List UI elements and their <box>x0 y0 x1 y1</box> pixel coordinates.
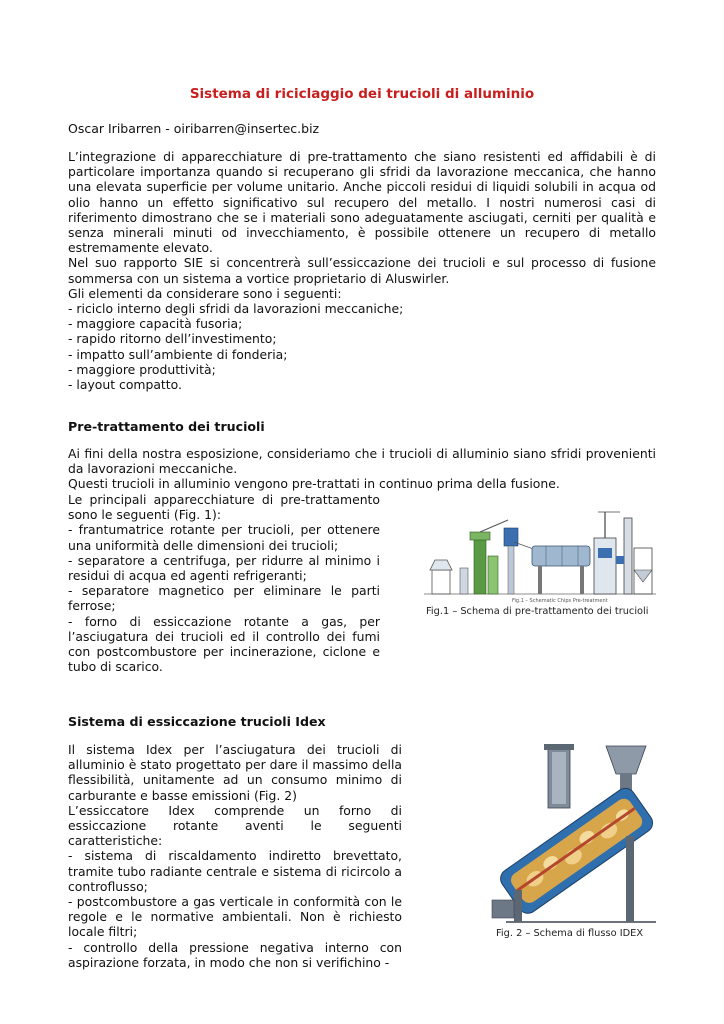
list-item: - impatto sull’ambiente di fonderia; <box>68 346 288 362</box>
pretreatment-list <box>68 522 380 674</box>
pretreatment-schematic-figure <box>420 498 660 606</box>
idex-dryer-figure <box>486 740 664 930</box>
list-item: - separatore magnetico per eliminare le parti ferrose; <box>68 583 380 614</box>
list-item: - frantumatrice rotante per trucioli, per ottenere una uniformità delle dimensioni dei trucioli; <box>68 522 380 553</box>
idex-paragraph-1: Il sistema Idex per l’asciugatura dei trucioli di alluminio è stato progettato per dare il massimo della flessibilità, unitamente ad un consumo minimo di carburante e basse emissioni (Fig. 2) <box>68 742 402 803</box>
intro-paragraph-1: L’integrazione di apparecchiature di pre-trattamento che siano resistenti ed affidabili è di particolare importanza quando si recuperano gli sfridi da lavorazione meccanica, che hanno una elevata superficie per volume unitario. Anche piccoli residui di liquidi solubili in acqua od olio hanno un effetto significativo sul recupero del metallo. I nostri numerosi casi di riferimento dimostrano che se i materiali sono adeguatamente asciugati, cerniti per qualità e senza minerali minuti od invecchiamento, è possibile ottenere un recupero di metallo estremamente elevato. <box>68 149 656 256</box>
section-heading-pretreatment: Pre-trattamento dei trucioli <box>68 419 265 434</box>
idex-list <box>68 848 402 970</box>
list-item: - sistema di riscaldamento indiretto brevettato, tramite tubo radiante centrale e sistema di ricircolo a controflusso; <box>68 848 402 894</box>
list-item: - riciclo interno degli sfridi da lavorazioni meccaniche; <box>68 301 404 317</box>
pretreatment-paragraph-3: Le principali apparecchiature di pre-trattamento sono le seguenti (Fig. 1): <box>68 492 380 523</box>
intro-list <box>68 301 656 392</box>
list-item: - postcombustore a gas verticale in conformità con le regole e le normative ambientali. Non è richiesto locale filtri; <box>68 894 402 940</box>
intro-paragraph-2: Nel suo rapporto SIE si concentrerà sull’essiccazione dei trucioli e sul processo di fusione sommersa con un sistema a vortice proprietario di Aluswirler. <box>68 255 656 286</box>
figure-2-caption: Fig. 2 – Schema di flusso IDEX <box>496 928 644 939</box>
afterburner-column <box>544 744 574 808</box>
intro-paragraph-3: Gli elementi da considerare sono i seguenti: <box>68 285 342 301</box>
figure-1-caption: Fig.1 – Schema di pre-trattamento dei trucioli <box>426 606 649 617</box>
list-item: - controllo della pressione negativa interno con aspirazione forzata, in modo che non si verifichino - <box>68 939 402 970</box>
figure-1-inner-label: Fig.1 – Schematic Chips Pre-treatment <box>512 598 608 604</box>
pretreatment-paragraph-1: Ai fini della nostra esposizione, consideriamo che i trucioli di alluminio siano sfridi provenienti da lavorazioni meccaniche. <box>68 446 656 477</box>
pretreatment-intro <box>68 446 656 492</box>
pretreatment-paragraph-2: Questi trucioli in alluminio vengono pre-trattati in continuo prima della fusione. <box>68 476 560 492</box>
section-heading-idex: Sistema di essiccazione trucioli Idex <box>68 714 326 729</box>
page-title: Sistema di riciclaggio dei trucioli di alluminio <box>189 86 535 102</box>
list-item: - rapido ritorno dell’investimento; <box>68 331 277 347</box>
list-item: - maggiore capacità fusoria; <box>68 316 243 332</box>
list-item: - maggiore produttività; <box>68 361 216 377</box>
list-item: - layout compatto. <box>68 377 182 393</box>
list-item: - separatore a centrifuga, per ridurre al minimo i residui di acqua ed agenti refrigeranti; <box>68 552 380 584</box>
author-line: Oscar Iribarren - oiribarren@insertec.biz <box>68 121 320 136</box>
idex-paragraph-2: L’essiccatore Idex comprende un forno di essiccazione rotante aventi le seguenti caratteristiche: <box>68 802 402 849</box>
pretreatment-list-block <box>68 492 380 674</box>
intro-section <box>68 149 656 392</box>
idex-text-block <box>68 742 402 970</box>
list-item: - forno di essiccazione rotante a gas, per l’asciugatura dei trucioli ed il controllo dei fumi con postcombustore per incinerazione, ciclone e tubo di scarico. <box>68 613 380 675</box>
